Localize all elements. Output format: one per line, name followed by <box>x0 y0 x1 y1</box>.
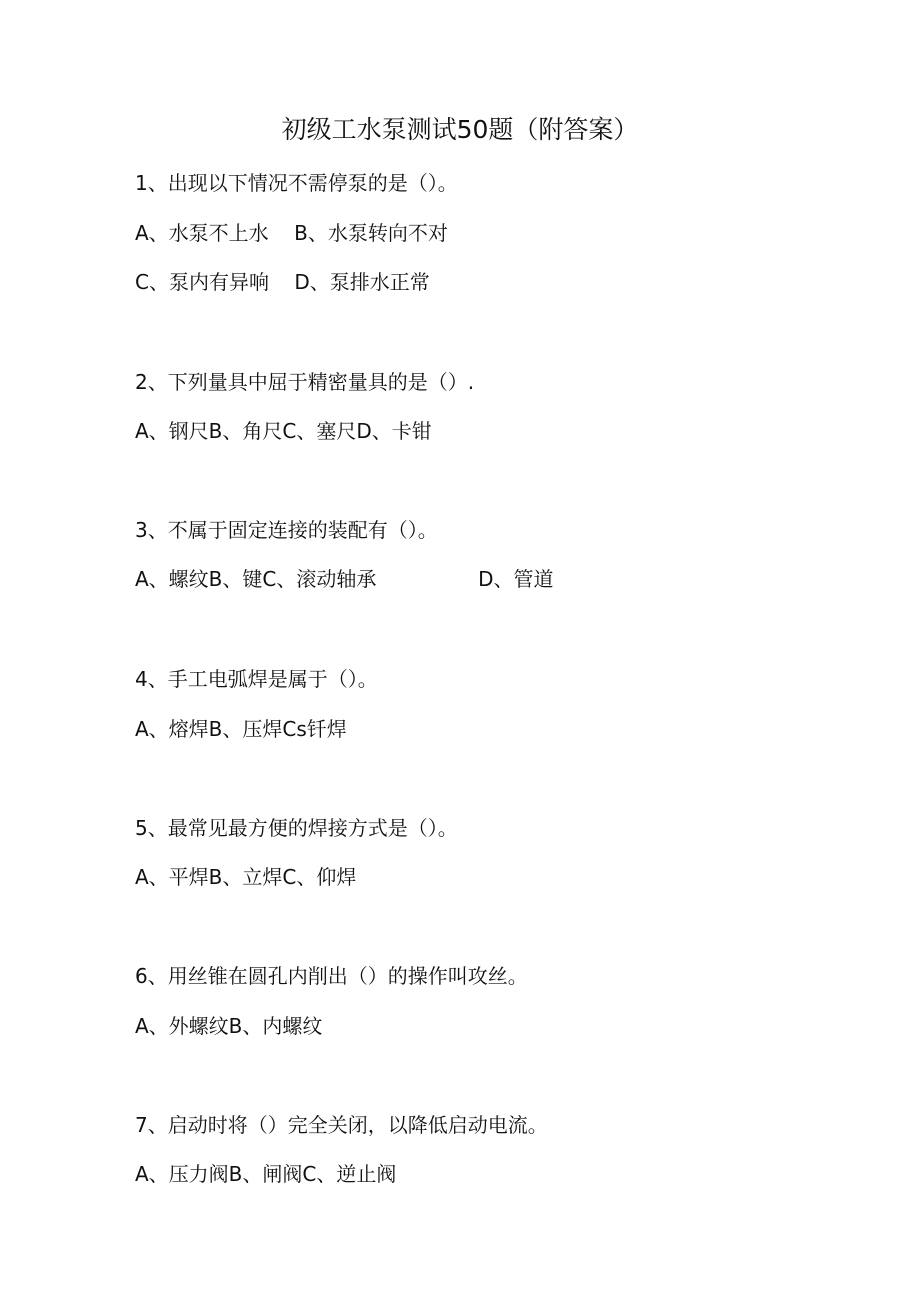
question-2-options: A、钢尺B、角尺C、塞尺D、卡钳 <box>135 419 432 443</box>
question-2-stem: 2、下列量具中屈于精密量具的是（）. <box>135 370 475 394</box>
document-title: 初级工水泵测试50题（附答案） <box>281 115 639 144</box>
question-3-options: A、螺纹B、键C、滚动轴承 D、管道 <box>135 567 554 591</box>
question-1-stem: 1、出现以下情况不需停泵的是（）。 <box>135 171 458 195</box>
question-1-options-cd: C、泵内有异响 D、泵排水正常 <box>135 270 430 294</box>
question-7-stem: 7、启动时将（）完全关闭，以降低启动电流。 <box>135 1113 548 1137</box>
question-4-options: A、熔焊B、压焊Cs钎焊 <box>135 717 347 741</box>
question-1-options-ab: A、水泵不上水 B、水泵转向不对 <box>135 221 448 245</box>
question-3-stem: 3、不属于固定连接的装配有（）。 <box>135 518 438 542</box>
question-5-options: A、平焊B、立焊C、仰焊 <box>135 865 357 889</box>
question-6-options: A、外螺纹B、内螺纹 <box>135 1014 323 1038</box>
question-7-options: A、压力阀B、闸阀C、逆止阀 <box>135 1162 397 1186</box>
question-5-stem: 5、最常见最方便的焊接方式是（）。 <box>135 816 458 840</box>
question-6-stem: 6、用丝锥在圆孔内削出（）的操作叫攻丝。 <box>135 964 528 988</box>
question-4-stem: 4、手工电弧焊是属于（）。 <box>135 667 378 691</box>
